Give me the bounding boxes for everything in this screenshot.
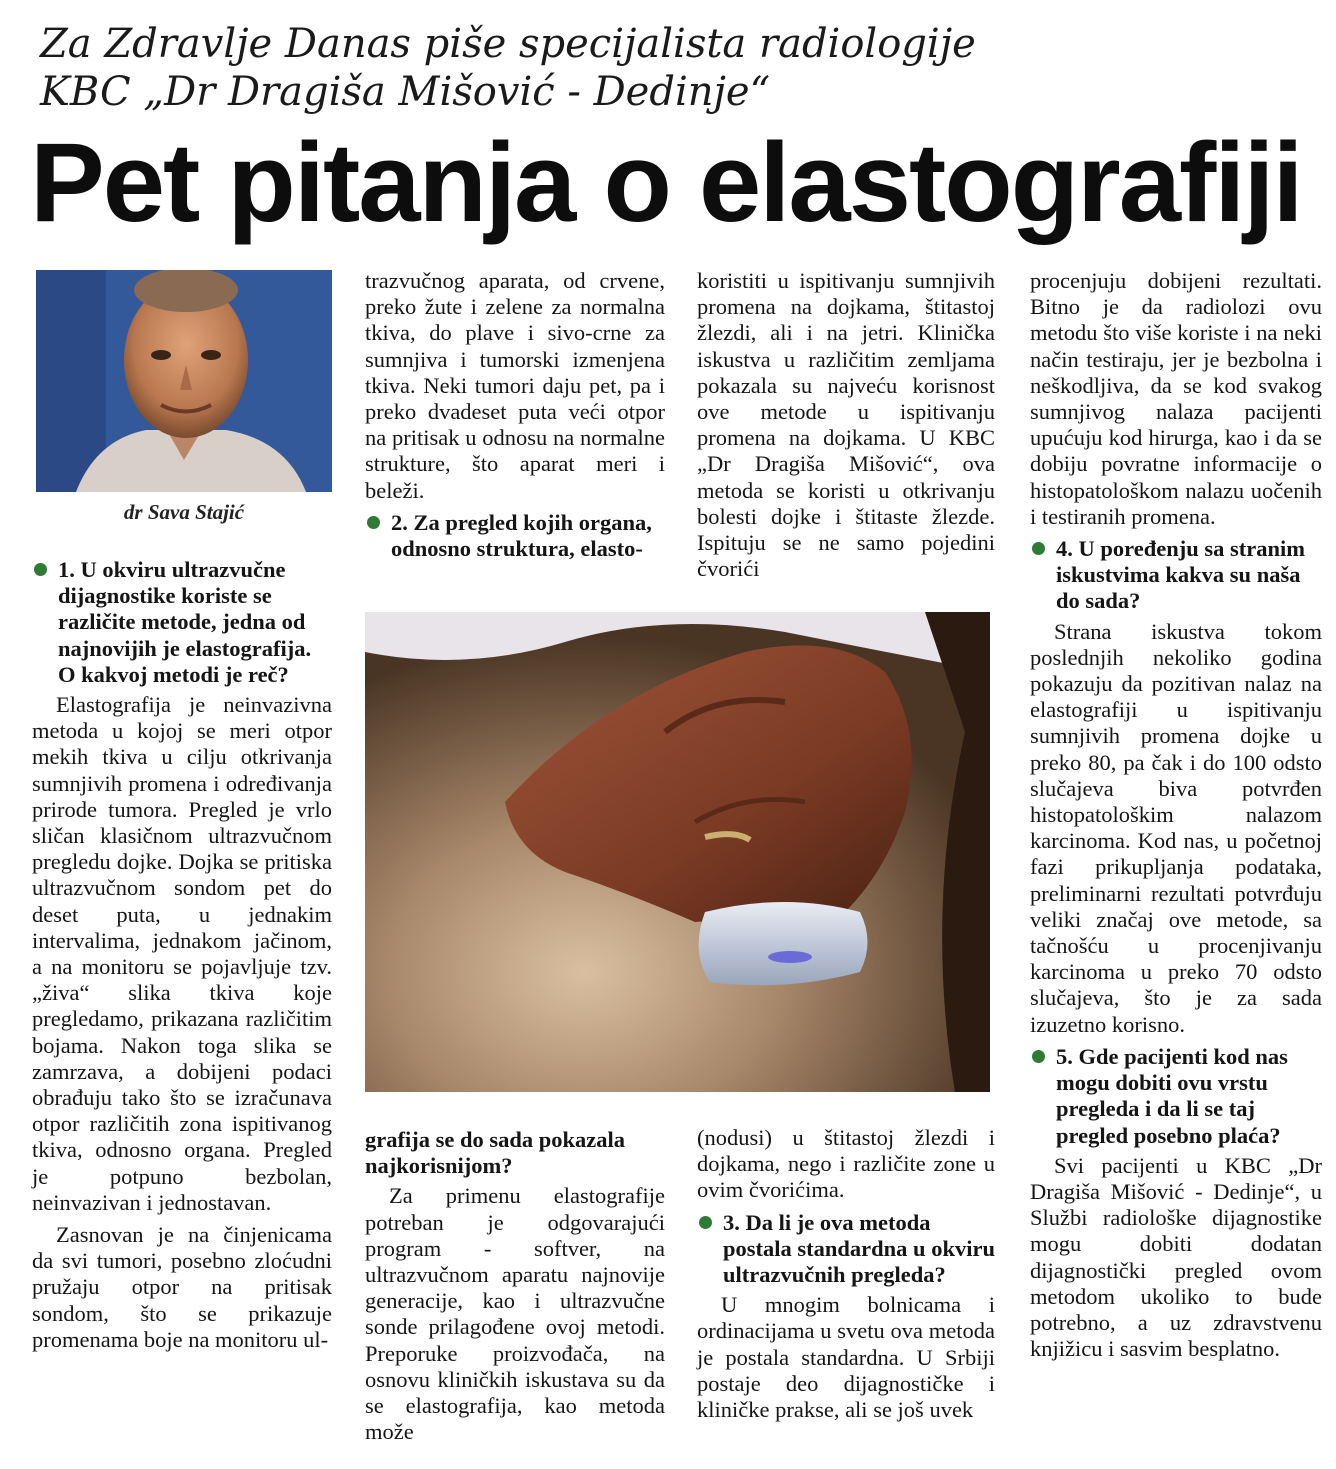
kicker-line-1: Za Zdravlje Danas piše specijalista radiologije	[40, 21, 976, 67]
answer-4-paragraph: Strana iskustva tokom poslednjih nekoliko godina pokazuju da pozitivan nalaz na elastografiji u ispitivanju sumnjivih promena dojke u preko 80, pa čak i do 100 odsto slučajeva biva potvrđen histopatološkim nalazom karcinoma. Kod nas, u početnoj fazi prikupljanja podataka, preliminarni rezultati potvrđuju veliki značaj ove metode, sa tačnošću u procenjivanju karcinoma u preko 70 odsto slučajeva, što je za sada izuzetno korisno.	[1030, 618, 1322, 1037]
question-3	[697, 1210, 995, 1289]
author-portrait	[36, 270, 332, 492]
bullet-icon	[367, 516, 380, 529]
kicker	[40, 20, 1300, 116]
question-2-text-start: 2. Za pregled kojih organa, odnosno struktura, elasto-	[391, 509, 652, 562]
bullet-icon	[1032, 1050, 1045, 1063]
answer-2-continued: koristiti u ispitivanju sumnjivih promena na dojkama, štitastoj žlezdi, ali i na jetri. Klinička iskustva u različitim zemljama pokazala su najveću korisnost ove metode u ispitivanju promena na dojkama. U KBC „Dr Dragiša Mišović“, ova metoda se koristi u otkrivanju bolesti dojke i štitaste žlezde. Ispituju se ne samo pojedini čvorići	[697, 268, 995, 582]
portrait-caption: dr Sava Stajić	[123, 500, 245, 524]
column-1	[32, 555, 332, 1359]
answer-2-paragraph: Za primenu elastografije potreban je odgovarajući program - softver, na ultrazvučnom aparatu najnovije generacije, kao i ultrazvučne sonde prilagođene ovoj metodi. Preporuke proizvođača, na osnovu kliničkih iskustava su da se elastografija, kao metoda može	[365, 1183, 665, 1445]
answer-3-continued: procenjuju dobijeni rezultati. Bitno je da radiolozi ovu metodu što više koriste i na neki način testiraju, jer je bezbolna i neškodljiva, da se kod svakog sumnjivog nalaza pacijenti upućuju kod hirurga, kao i da se dobiju povratne informacije o histopatološkom nalazu uočenih i testiranih promena.	[1030, 268, 1322, 529]
question-1	[32, 557, 332, 688]
answer-1-paragraph-2: Zasnovan je na činjenicama da svi tumori, posebno zloćudni pružaju otpor na pritisak sondom, što se prikazuje promenama boje na monitoru ul-	[32, 1222, 332, 1352]
question-1-text: 1. U okviru ultrazvučne dijagnostike koriste se različite metode, jedna od najnovijih je elastografija. O kakvoj metodi je reč?	[58, 557, 312, 687]
column-3-bottom	[697, 1125, 995, 1429]
answer-1-continued: trazvučnog aparata, od crvene, preko žute i zelene za normalna tkiva, do plave i sivo-crne za sumnjiva i tumorski izmenjena tkiva. Neki tumori daju pet, pa i preko dvadeset puta veći otpor na pritisak u odnosu na normalne strukture, što aparat meri i beleži.	[365, 268, 665, 503]
question-4-text: 4. U poređenju sa stranim iskustvima kakva su naša do sada?	[1056, 536, 1305, 614]
column-4	[1030, 268, 1322, 1368]
bullet-icon	[1032, 542, 1045, 555]
answer-5-paragraph: Svi pacijenti u KBC „Dr Dragiša Mišović - Dedinje“, u Službi radiološke dijagnostike mogu dobiti dodatan dijagnostički pregled ovom metodom ukoliko to bude potrebno, a uz zdravstvenu knjižicu i sasvim besplatno.	[1030, 1152, 1322, 1362]
answer-2-end: (nodusi) u štitastoj žlezdi i dojkama, nego i različite zone u ovim čvorićima.	[697, 1125, 995, 1203]
question-3-text: 3. Da li je ova metoda postala standardna u okviru ultrazvučnih pregleda?	[723, 1209, 995, 1288]
ultrasound-photo	[365, 612, 990, 1092]
column-2-bottom	[365, 1125, 665, 1451]
column-2-top	[365, 268, 665, 566]
question-4	[1030, 536, 1322, 615]
answer-3-paragraph: U mnogim bolnicama i ordinacijama u svetu ova metoda je postala standardna. U Srbiji postaje deo dijagnostičke i kliničke prakse, ali se još uvek	[697, 1292, 995, 1423]
question-2	[365, 510, 665, 562]
column-3-top	[697, 268, 995, 588]
bullet-icon	[699, 1216, 712, 1229]
answer-1-paragraph-1: Elastografija je neinvazivna metoda u kojoj se meri otpor mekih tkiva u cilju otkrivanja sumnjivih promena i određivanja prirode tumora. Pregled je vrlo sličan klasičnom ultrazvučnom pregledu dojke. Dojka se pritiska ultrazvučnom sondom pet do deset puta, u jednakim intervalima, jednakom jačinom, a na monitoru se pojavljuje tzv. „živa“ slika tkiva koje pregledamo, prikazana različitim bojama. Nakon toga slika se zamrzava, a dobijeni podaci obrađuju tako što se izračunava otpor različitih zona ispitivanog tkiva, odnosno organa. Pregled je potpuno bezbolan, neinvazivan i jednostavan.	[32, 692, 332, 1215]
question-5	[1030, 1044, 1322, 1149]
question-5-text: 5. Gde pacijenti kod nas mogu dobiti ovu vrstu pregleda i da li se taj pregled posebno plaća?	[1056, 1043, 1288, 1148]
kicker-line-2: KBC „Dr Dragiša Mišović - Dedinje“	[40, 69, 771, 115]
bullet-icon	[34, 563, 47, 576]
headline: Pet pitanja o elastografiji	[30, 120, 1302, 245]
question-2-continued: grafija se do sada pokazala najkorisnijom?	[365, 1127, 626, 1179]
